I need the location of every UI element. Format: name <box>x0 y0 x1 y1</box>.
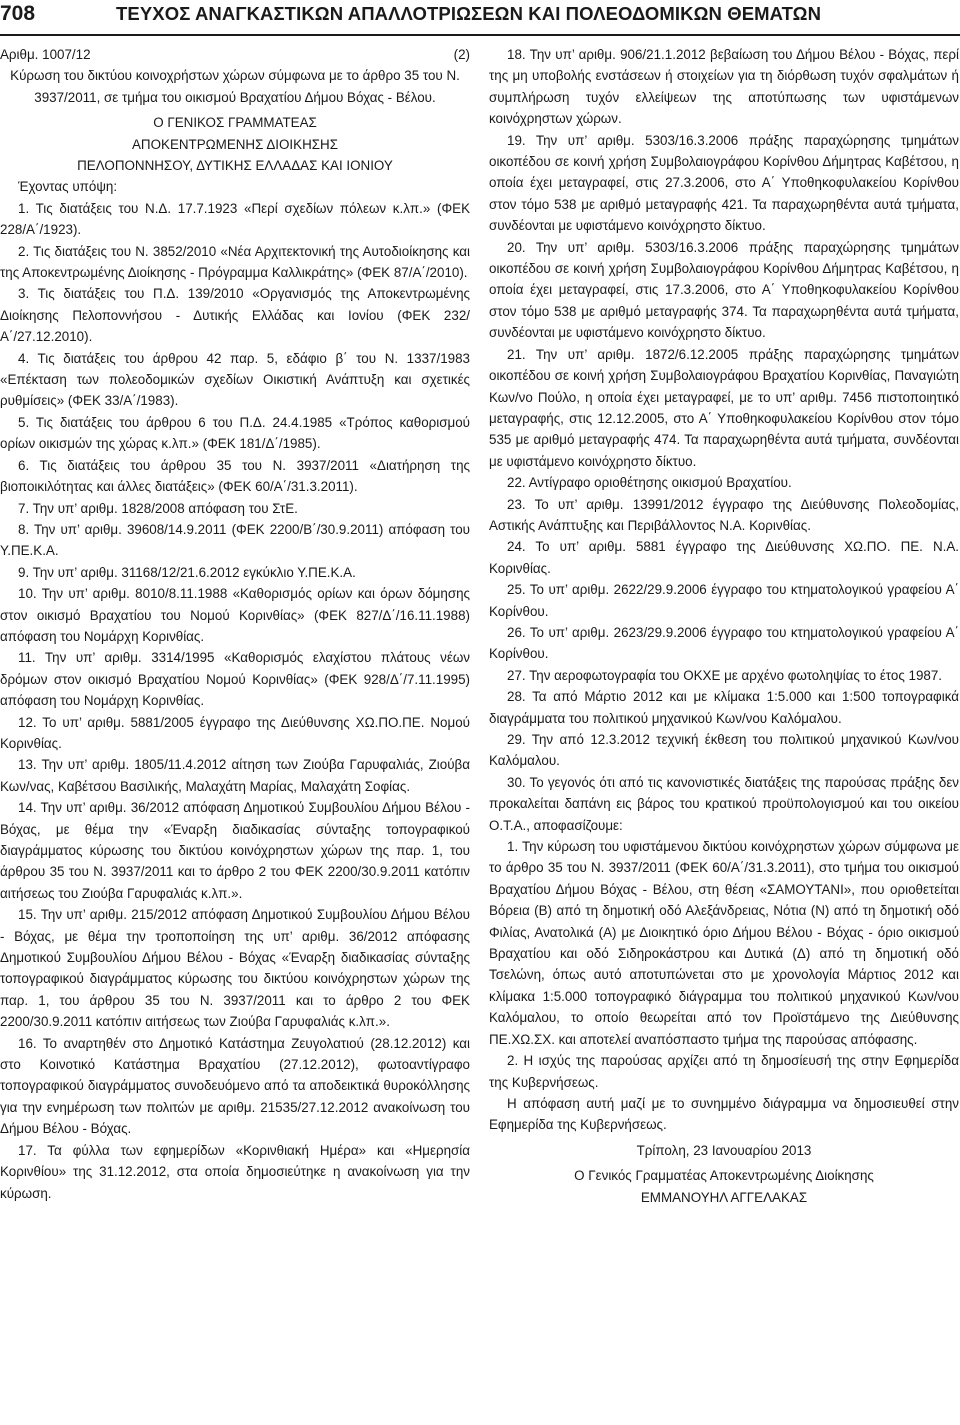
consideration-item: 3. Τις διατάξεις του Π.Δ. 139/2010 «Οργανισμός της Αποκεντρωμένης Διοίκησης Πελοποννήσου - Δυτικής Ελλάδας και Ιονίου (ΦΕΚ 232/Α΄/27.12.2010). <box>0 286 470 345</box>
authority-line-2: ΑΠΟΚΕΝΤΡΩΜΕΝΗΣ ΔΙΟΙΚΗΣΗΣ <box>132 136 338 152</box>
consideration-item: 26. Το υπ’ αριθμ. 2623/29.9.2006 έγγραφο του κτηματολογικού γραφείου Α΄ Κορίνθου. <box>489 624 959 662</box>
consideration-item: 29. Την από 12.3.2012 τεχνική έκθεση του πολιτικού μηχανικού Κων/νου Καλόμαλου. <box>489 732 959 769</box>
consideration-item: 8. Την υπ’ αριθμ. 39608/14.9.2011 (ΦΕΚ 2200/Β΄/30.9.2011) απόφαση του Υ.ΠΕ.Κ.Α. <box>0 521 470 559</box>
page-number: 708 <box>0 2 36 25</box>
consideration-item: 9. Την υπ’ αριθμ. 31168/12/21.6.2012 εγκύκλιο Υ.ΠΕ.Κ.Α. <box>18 564 356 580</box>
signature-place-date: Τρίπολη, 23 Ιανουαρίου 2013 <box>636 1142 812 1158</box>
authority-line-3: ΠΕΛΟΠΟΝΝΗΣΟΥ, ΔΥΤΙΚΗΣ ΕΛΛΑΔΑΣ ΚΑΙ ΙΟΝΙΟΥ <box>77 158 393 174</box>
decision-item: 2. Η ισχύς της παρούσας αρχίζει από τη δημοσίευσή της στην Εφημερίδα της Κυβερνήσεως. <box>489 1053 959 1090</box>
consideration-item: 4. Τις διατάξεις του άρθρου 42 παρ. 5, εδάφιο β΄ του Ν. 1337/1983 «Επέκταση των πολεοδομικών σχεδίων Οικιστική Ανάπτυξη και σχετικές ρυθμίσεις» (ΦΕΚ 33/Α΄/1983). <box>0 350 470 409</box>
considerations-list-right <box>489 44 959 836</box>
consideration-item: 23. Το υπ’ αριθμ. 13991/2012 έγγραφο της Διεύθυνσης Πολεοδομίας, Αστικής Ανάπτυξης και Περιβάλλοντος Ν.Α. Κορινθίας. <box>489 496 959 533</box>
consideration-item: 19. Την υπ’ αριθμ. 5303/16.3.2006 πράξης παραχώρησης τμημάτων οικοπέδου σε κοινή χρήση Συμβολαιογράφου Κορίνθου Δήμητρας Καβέτσου, η οποία έχει μεταγραφεί, στις 27.3.2006, στο Α΄ Υποθηκοφυλακείου Κορίνθου στον τόμο 538 με αριθμό μεταγραφής 421. Τα παραχωρηθέντα αυτά τμήματα, συνδέονται με υφιστάμενο κοινόχρηστο δίκτυο. <box>489 132 959 234</box>
consideration-item: 16. Το αναρτηθέν στο Δημοτικό Κατάστημα Ζευγολατιού (28.12.2012) και στο Κοινοτικό Κατάστημα Βραχατίου (27.12.2012), φωτοαντίγραφο τοπογραφικού διαγράμματος συνοδευόμενο από τα αποδεικτικά θυροκόλλησης για την ενημέρωση των πολιτών με αριθμ. 21535/27.12.2012 ανακοίνωση του Δήμου Βέλου - Βόχας. <box>0 1035 470 1137</box>
consideration-item: 17. Τα φύλλα των εφημερίδων «Κορινθιακή Ημέρα» και «Ημερησία Κορινθίου» της 31.12.2012, στα οποία δημοσιεύτηκε η ανακοίνωση για την κύρωση. <box>0 1142 470 1201</box>
page-header <box>0 0 960 40</box>
consideration-item: 6. Τις διατάξεις του άρθρου 35 του Ν. 3937/2011 «Διατήρηση της βιοποικιλότητας και άλλες διατάξεις» (ΦΕΚ 60/Α΄/31.3.2011). <box>0 457 470 495</box>
consideration-item: 10. Την υπ’ αριθμ. 8010/8.11.1988 «Καθορισμός ορίων και όρων δόμησης στον οικισμό Βραχατίου του Νομού Κορινθίας» (ΦΕΚ 827/Δ΄/16.11.1988) απόφαση του Νομάρχη Κορινθίας. <box>0 586 470 644</box>
right-column <box>489 44 959 1208</box>
consideration-item: 18. Την υπ’ αριθμ. 906/21.1.2012 βεβαίωση του Δήμου Βέλου - Βόχας, περί της μη υποβολής ενστάσεων ή στοιχείων για τη διόρθωση τυχόν σφαλμάτων ή συμπλήρωση τυχόν ελλείψεων της αποτύπωσης των υφιστάμενων κοινόχρηστων χώρων. <box>489 47 959 127</box>
consideration-item: 7. Την υπ’ αριθμ. 1828/2008 απόφαση του ΣτΕ. <box>18 500 298 516</box>
decision-item: 1. Την κύρωση του υφιστάμενου δικτύου κοινόχρηστων χώρων σύμφωνα με το άρθρο 35 του Ν. 3937/2011 (ΦΕΚ 60/Α΄/31.3.2011), στο τμήμα του οικισμού Βραχατίου Δήμου Βόχας - Βέλου, στη θέση «ΣΑΜΟΥΤΑΝΙ», που οριοθετείται Βόρεια (Β) από τη δημοτική οδό Αλεξάνδρειας, Νότια (Ν) από τη δημοτική οδό Φιλίας, Ανατολικά (Α) με Διοικητικό όριο Δήμου Βέλου - Βόχας - όριο οικισμού Βραχατίου και οδό Σιδηροκάστρου και Δυτικά (Δ) από τη δημοτική οδό Τσελώνη, όπως αυτό αποτυπώνεται στο με χρονολογία Μάρτιος 2012 και κλίμακα 1:5.000 τοπογραφικό διάγραμμα του πολιτικού μηχανικού Κων/νου Καλόμαλου, το οποίο θεωρείται από τον Προϊστάμενο της Διεύθυνσης ΠΕ.ΧΩ.ΣΧ. και αποτελεί αναπόσπαστο τμήμα της παρούσας απόφασης. <box>489 839 959 1047</box>
considering-label: Έχοντας υπόψη: <box>18 179 118 195</box>
consideration-item: 1. Τις διατάξεις του Ν.Δ. 17.7.1923 «Περί σχεδίων πόλεων κ.λπ.» (ΦΕΚ 228/Α΄/1923). <box>0 200 470 238</box>
consideration-item: 14. Την υπ’ αριθμ. 36/2012 απόφαση Δημοτικού Συμβουλίου Δήμου Βέλου - Βόχας, με θέμα την «Έναρξη διαδικασίας σύνταξης τοπογραφικού διαγράμματος κύρωσης του δικτύου κοινόχρηστων χώρων της παρ. 1, του άρθρου 35 του Ν. 3937/2011 και το άρθρο 2 του ΦΕΚ 2200/30.9.2011 κατόπιν αιτήσεως του Ζιούβα Γαρυφαλιάς κ.λπ.». <box>0 800 470 901</box>
authority-line-1: Ο ΓΕΝΙΚΟΣ ΓΡΑΜΜΑΤΕΑΣ <box>153 115 317 131</box>
consideration-item: 2. Τις διατάξεις του Ν. 3852/2010 «Νέα Αρχιτεκτονική της Αυτοδιοίκησης και της Αποκεντρωμένης Διοίκησης - Πρόγραμμα Καλλικράτης» (ΦΕΚ 87/Α΄/2010). <box>0 243 470 281</box>
consideration-item: 21. Την υπ’ αριθμ. 1872/6.12.2005 πράξης παραχώρησης τμημάτων οικοπέδου σε κοινή χρήση Συμβολαιογράφου Βραχατίου Κορινθίας, Παναγιώτη Κων/νο Πούλο, η οποία έχει μεταγραφεί, με το υπ’ αριθμ. 7456 πιστοποιητικό μεταγραφής, στις 12.12.2005, στο Α΄ Υποθηκοφυλακείου Κορίνθου στον τόμο 535 με αριθμό μεταγραφής 474. Τα παραχωρηθέντα αυτά τμήματα, συνδέονται με υφιστάμενο κοινόχρηστο δίκτυο. <box>489 346 959 469</box>
consideration-item: 25. Το υπ’ αριθμ. 2622/29.9.2006 έγγραφο του κτηματολογικού γραφείου Α΄ Κορίνθου. <box>489 582 959 619</box>
consideration-item: 5. Τις διατάξεις του άρθρου 6 του Π.Δ. 24.4.1985 «Τρόπος καθορισμού ορίων οικισμών της χώρας κ.λπ.» (ΦΕΚ 181/Δ΄/1985). <box>0 414 470 452</box>
header-rule <box>0 34 960 36</box>
consideration-item: 20. Την υπ’ αριθμ. 5303/16.3.2006 πράξης παραχώρησης τμημάτων οικοπέδου σε κοινή χρήση Συμβολαιογράφου Κορίνθου Δήμητρας Καβέτσου, η οποία έχει μεταγραφεί, στις 17.3.2006, στο Α΄ Υποθηκοφυλακείου Κορίνθου στον τόμο 538 με αριθμό μεταγραφής 374. Τα παραχωρηθέντα αυτά τμήματα, συνδέονται με υφιστάμενο κοινόχρηστο δίκτυο. <box>489 239 959 341</box>
publication-note: Η απόφαση αυτή μαζί με το συνημμένο διάγραμμα να δημοσιευθεί στην Εφημερίδα της Κυβερνήσεως. <box>489 1095 959 1133</box>
decision-title: Κύρωση του δικτύου κοινοχρήστων χώρων σύμφωνα με το άρθρο 35 του Ν. 3937/2011, σε τμήμα του οικισμού Βραχατίου Δήμου Βόχας - Βέλου. <box>10 68 460 105</box>
consideration-item: 24. Το υπ’ αριθμ. 5881 έγγραφο της Διεύθυνσης ΧΩ.ΠΟ. ΠΕ. Ν.Α. Κορινθίας. <box>489 539 959 576</box>
consideration-item: 22. Αντίγραφο οριοθέτησης οικισμού Βραχατίου. <box>507 475 792 491</box>
decision-number: Αριθμ. 1007/12 <box>0 47 91 62</box>
consideration-item: 11. Την υπ’ αριθμ. 3314/1995 «Καθορισμός ελαχίστου πλάτους νέων δρόμων στον οικισμό Βραχατίου Νομού Κορινθίας» (ΦΕΚ 928/Δ΄/7.11.1995) απόφαση του Νομάρχη Κορινθίας. <box>0 650 470 709</box>
signature-role: Ο Γενικός Γραμματέας Αποκεντρωμένης Διοίκησης <box>574 1168 874 1184</box>
consideration-item: 13. Την υπ’ αριθμ. 1805/11.4.2012 αίτηση των Ζιούβα Γαρυφαλιάς, Ζιούβα Κων/νας, Καβέτσου Βασιλικής, Μαλαχάτη Μαρίας, Μαλαχάτη Σοφίας. <box>0 757 470 794</box>
signature-name: ΕΜΜΑΝΟΥΗΛ ΑΓΓΕΛΑΚΑΣ <box>640 1189 808 1205</box>
consideration-item: 15. Την υπ’ αριθμ. 215/2012 απόφαση Δημοτικού Συμβουλίου Δήμου Βέλου - Βόχας, με θέμα την τροποποίηση της υπ’ αριθμ. 36/2012 απόφασης Δημοτικού Συμβουλίου Δήμου Βέλου - Βόχας «Έναρξη διαδικασίας σύνταξης τοπογραφικού διαγράμματος κύρωσης του δικτύου κοινόχρηστων χώρων της παρ. 1, του άρθρου 35 του Ν. 3937/2011 και το άρθρο 2 του ΦΕΚ 2200/30.9.2011 κατόπιν αιτήσεως των Ζιούβα Γαρυφαλιάς κ.λπ.». <box>0 907 470 1030</box>
left-column <box>0 44 470 1204</box>
gazette-title: ΤΕΥΧΟΣ ΑΝΑΓΚΑΣΤΙΚΩΝ ΑΠΑΛΛΟΤΡΙΩΣΕΩΝ ΚΑΙ ΠΟΛΕΟΔΟΜΙΚΩΝ ΘΕΜΑΤΩΝ <box>116 3 822 24</box>
consideration-item: 27. Την αεροφωτογραφία του ΟΚΧΕ με αρχένο φωτοληψίας το έτος 1987. <box>507 667 943 683</box>
considerations-list-left <box>0 198 470 1204</box>
decision-number-row <box>0 44 470 65</box>
consideration-item: 30. Το γεγονός ότι από τις κανονιστικές διατάξεις της παρούσας πράξης δεν προκαλείται δαπάνη εις βάρος του κρατικού προϋπολογισμού και του οικείου Ο.Τ.Α., αποφασίζουμε: <box>489 774 959 833</box>
decision-items <box>489 836 959 1093</box>
consideration-item: 12. Το υπ’ αριθμ. 5881/2005 έγγραφο της Διεύθυνσης ΧΩ.ΠΟ.ΠΕ. Νομού Κορινθίας. <box>0 714 470 751</box>
consideration-item: 28. Τα από Μάρτιο 2012 και με κλίμακα 1:5.000 και 1:500 τοπογραφικά διαγράμματα του πολιτικού μηχανικού Κων/νου Καλόμαλου. <box>489 689 959 726</box>
decision-marker: (2) <box>453 47 470 62</box>
